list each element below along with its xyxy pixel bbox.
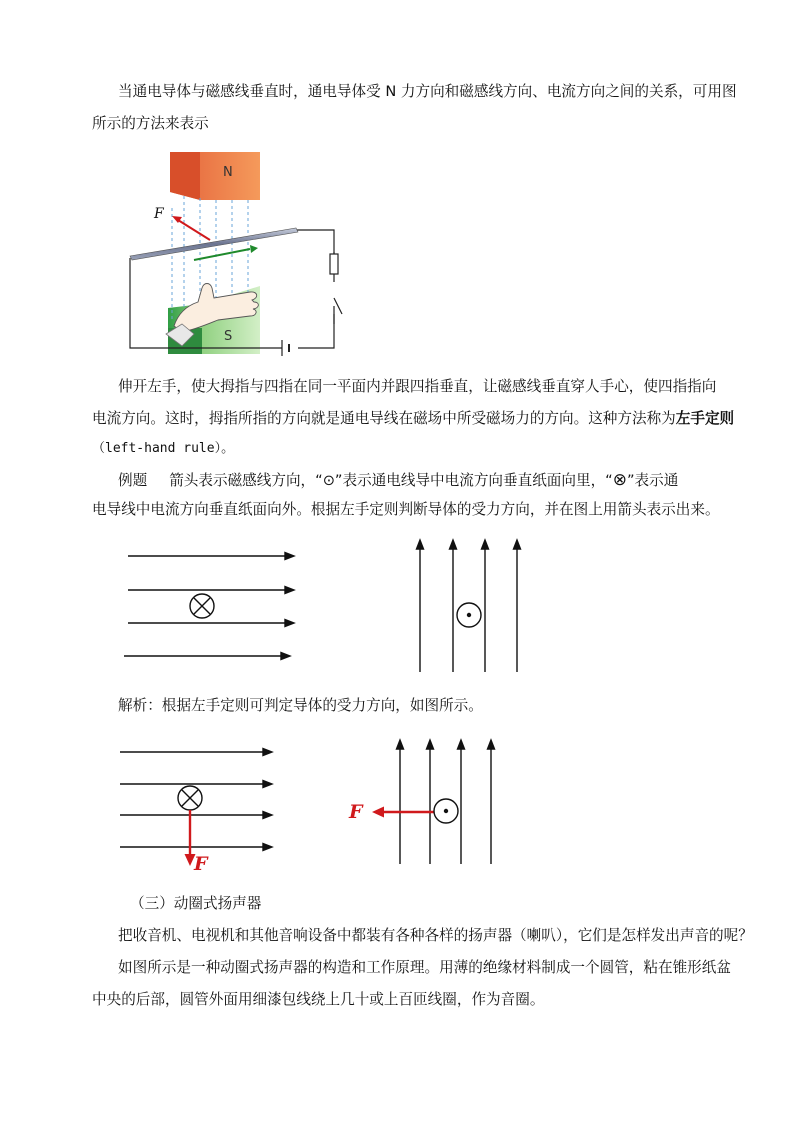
example-vertical-field-figure xyxy=(410,538,540,678)
rule-line-1: 伸开左手，使大拇指与四指在同一平面内并跟四指垂直，让磁感线垂直穿人手心，使四指指向 xyxy=(118,378,717,395)
north-magnet xyxy=(170,152,260,200)
conductor-cross-icon xyxy=(190,594,214,618)
force-label-down: F xyxy=(194,853,208,875)
solution-text: 解析：根据左手定则可判定导体的受力方向，如图所示。 xyxy=(118,697,483,714)
south-label: S xyxy=(224,329,233,344)
rule-line-2-text: 电流方向。这时，拇指所指的方向就是通电导线在磁场中所受磁场力的方向。这种方法称为 xyxy=(92,410,676,427)
conductor-cross-icon xyxy=(178,786,202,810)
resistor xyxy=(330,254,338,274)
conductor-dot-icon xyxy=(457,603,481,627)
example-line-2: 电导线中电流方向垂直纸面向外。根据左手定则判断导体的受力方向，并在图上用箭头表示出来。 xyxy=(92,501,720,518)
force-arrow-left xyxy=(372,807,434,818)
section-para-2-line-2: 中央的后部，圆管外面用细漆包线绕上几十或上百匝线圈，作为音圈。 xyxy=(92,991,545,1008)
solution-vertical-field-figure xyxy=(346,738,506,868)
example-line-1-a: 箭头表示磁感线方向，“⊙”表示通电线导中电流方向垂直纸面向里，“ xyxy=(169,472,613,489)
battery xyxy=(282,340,289,356)
switch xyxy=(334,298,342,324)
example-line-1-b: ”表示通 xyxy=(627,472,679,489)
example-line-1 xyxy=(118,470,678,491)
left-hand-rule-figure xyxy=(122,148,362,358)
example-label: 例题 xyxy=(118,472,148,489)
cross-symbol: ⊗ xyxy=(612,470,627,490)
section-para-2-line-1: 如图所示是一种动圈式扬声器的构造和工作原理。用薄的绝缘材料制成一个圆管，粘在锥形纸盆 xyxy=(118,959,731,976)
intro-line-1: 当通电导体与磁感线垂直时，通电导体受 N 力方向和磁感线方向、电流方向之间的关系，可用图 xyxy=(118,83,737,100)
conductor-dot-icon xyxy=(434,799,458,823)
left-hand-rule-term: 左手定则 xyxy=(675,410,735,427)
example-horizontal-field-figure xyxy=(120,548,310,678)
rule-line-2 xyxy=(92,409,734,429)
rule-line-3: （left-hand rule）。 xyxy=(92,441,235,456)
solution-horizontal-field-figure xyxy=(116,740,316,880)
north-label: N xyxy=(223,165,233,180)
force-label: F xyxy=(154,206,164,222)
force-arrow xyxy=(172,216,210,240)
force-label-left: F xyxy=(349,801,363,823)
section-heading: （三）动圈式扬声器 xyxy=(130,895,262,912)
intro-line-2: 所示的方法来表示 xyxy=(92,115,209,132)
section-para-1: 把收音机、电视机和其他音响设备中都装有各种各样的扬声器（喇叭），它们是怎样发出声音的呢？ xyxy=(118,927,753,944)
